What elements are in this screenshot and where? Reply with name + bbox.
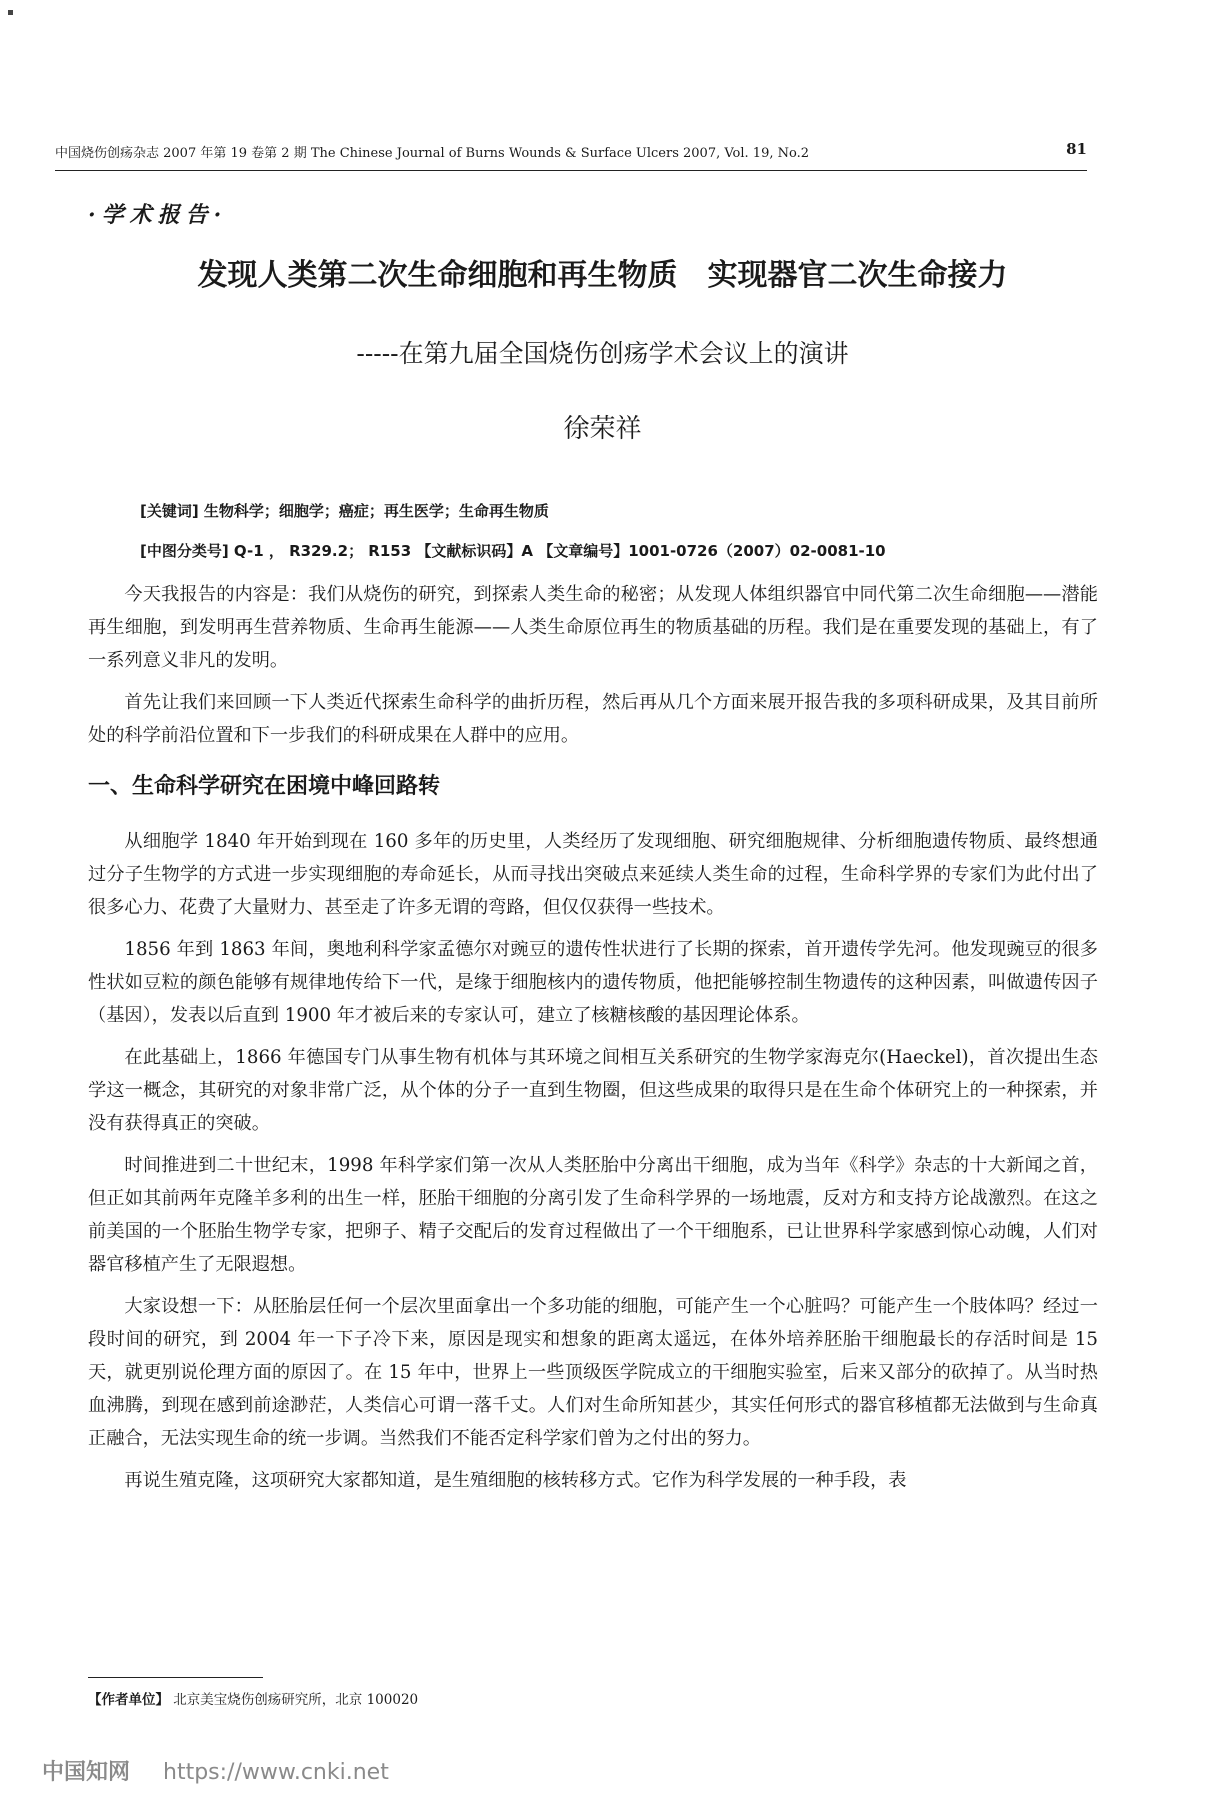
cnki-watermark [42,1755,389,1786]
footnote-label: 【作者单位】 [88,1692,169,1708]
watermark-brand: 中国知网 [42,1760,131,1785]
footnote-rule [88,1677,263,1678]
paragraph: 时间推进到二十世纪末，1998 年科学家们第一次从人类胚胎中分离出干细胞，成为当年《科学》杂志的十大新闻之首，但正如其前两年克隆羊多利的出生一样，胚胎干细胞的分离引发了生命科学界的一场地震，反对方和支持方论战激烈。在这之前美国的一个胚胎生物学专家，把卵子、精子交配后的发育过程做出了一个干细胞系，已让世界科学家感到惊心动魄，人们对器官移植产生了无限遐想。 [88,1155,1098,1275]
page-number: 81 [1066,140,1087,158]
article-body [88,578,1098,1506]
keywords: [关键词] 生物科学；细胞学；癌症；再生医学；生命再生物质 [140,502,549,520]
paragraph: 在此基础上，1866 年德国专门从事生物有机体与其环境之间相互关系研究的生物学家海克尔(Haeckel)，首次提出生态学这一概念，其研究的对象非常广泛，从个体的分子一直到生物圈，但这些成果的取得只是在生命个体研究上的一种探索，并没有获得真正的突破。 [88,1047,1098,1134]
paragraph: 大家设想一下：从胚胎层任何一个层次里面拿出一个多功能的细胞，可能产生一个心脏吗？可能产生一个肢体吗？经过一段时间的研究，到 2004 年一下子冷下来，原因是现实和想象的距离太遥远，在体外培养胚胎干细胞最长的存活时间是 15 天，就更别说伦理方面的原因了。在 15 年中，世界上一些顶级医学院成立的干细胞实验室，后来又部分的砍掉了。从当时热血沸腾，到现在感到前途渺茫，人类信心可谓一落千丈。人们对生命所知甚少，其实任何形式的器官移植都无法做到与生命真正融合，无法实现生命的统一步调。当然我们不能否定科学家们曾为之付出的努力。 [88,1296,1098,1449]
footnote-text: 北京美宝烧伤创疡研究所，北京 100020 [173,1692,419,1708]
article-subtitle: -----在第九届全国烧伤创疡学术会议上的演讲 [356,339,849,368]
paragraph: 再说生殖克隆，这项研究大家都知道，是生殖细胞的核转移方式。它作为科学发展的一种手段，表 [124,1470,907,1491]
author-affiliation [88,1688,418,1708]
paragraph: 今天我报告的内容是：我们从烧伤的研究，到探索人类生命的秘密；从发现人体组织器官中同代第二次生命细胞——潜能再生细胞，到发明再生营养物质、生命再生能源——人类生命原位再生的物质基础的历程。我们是在重要发现的基础上，有了一系列意义非凡的发明。 [88,584,1098,671]
section-heading: 一、生命科学研究在困境中峰回路转 [88,774,441,799]
paragraph: 1856 年到 1863 年间，奥地利科学家孟德尔对豌豆的遗传性状进行了长期的探索，首开遗传学先河。他发现豌豆的很多性状如豆粒的颜色能够有规律地传给下一代，是缘于细胞核内的遗传物质，他把能够控制生物遗传的这种因素，叫做遗传因子（基因），发表以后直到 1900 年才被后来的专家认可，建立了核糖核酸的基因理论体系。 [88,939,1098,1026]
watermark-url: https://www.cnki.net [163,1760,389,1785]
classification-info: [中图分类号] Q-1 ， R329.2； R153 【文献标识码】A 【文章编号】1001-0726（2007）02-0081-10 [140,542,886,560]
header-rule [55,170,1087,171]
article-author: 徐荣祥 [563,414,642,444]
scan-speck [8,10,13,15]
article-title: 发现人类第二次生命细胞和再生物质 实现器官二次生命接力 [197,258,1008,293]
paragraph: 首先让我们来回顾一下人类近代探索生命科学的曲折历程，然后再从几个方面来展开报告我的多项科研成果，及其目前所处的科学前沿位置和下一步我们的科研成果在人群中的应用。 [88,692,1098,746]
column-tag: ·学术报告· [88,202,228,228]
running-header [55,140,1087,162]
paragraph: 从细胞学 1840 年开始到现在 160 多年的历史里，人类经历了发现细胞、研究细胞规律、分析细胞遗传物质、最终想通过分子生物学的方式进一步实现细胞的寿命延长，从而寻找出突破点来延续人类生命的过程，生命科学界的专家们为此付出了很多心力、花费了大量财力、甚至走了许多无谓的弯路，但仅仅获得一些技术。 [88,831,1098,918]
journal-citation: 中国烧伤创疡杂志 2007 年第 19 卷第 2 期 The Chinese Journal of Burns Wounds & Surface Ulcers 2007, Vol. 19, No.2 [55,146,809,161]
